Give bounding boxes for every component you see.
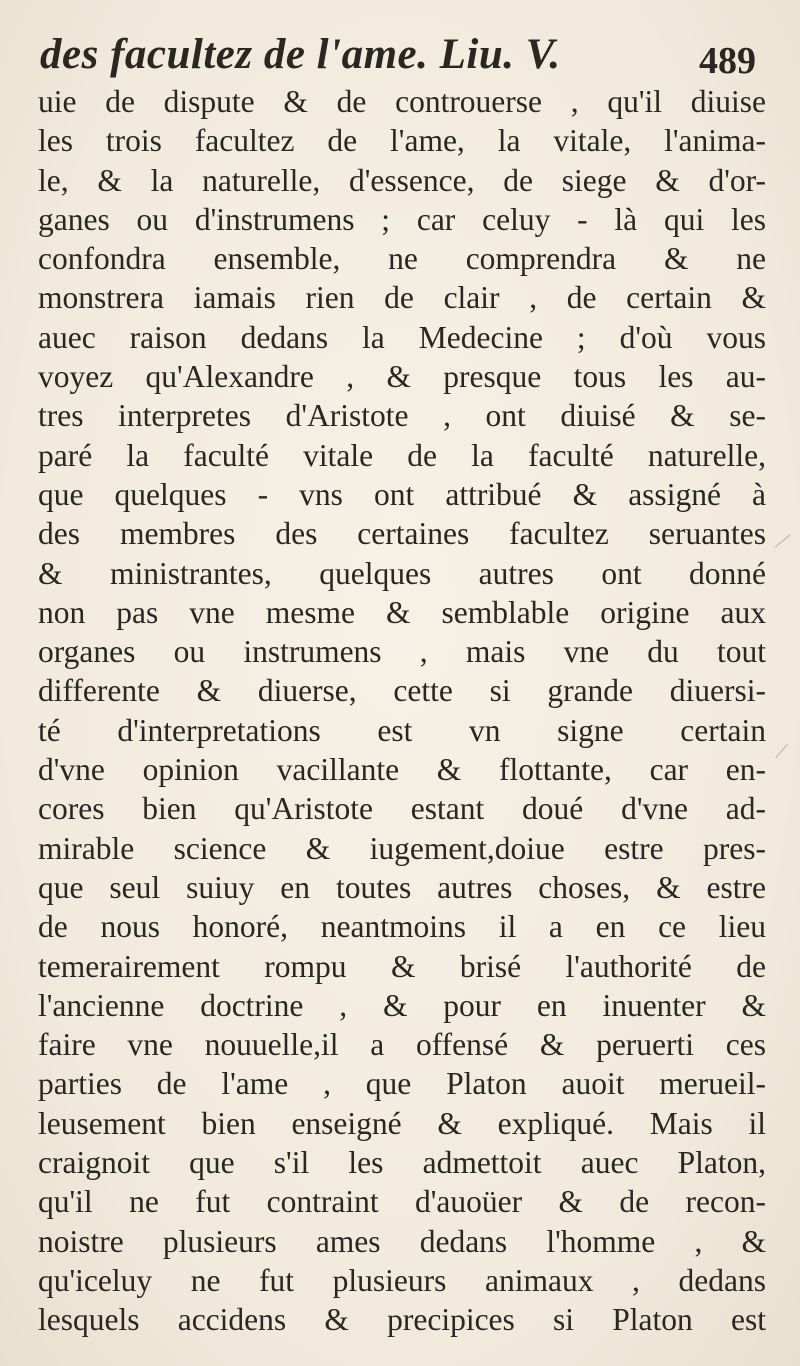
text-line: ganes ou d'instrumens ; car celuy - là qui les [38,201,766,237]
text-line: té d'interpretations est vn signe certain [38,712,766,748]
text-line: & ministrantes, quelques autres ont donné [38,555,766,591]
text-line: des membres des certaines facultez seruantes [38,516,766,552]
margin-mark [775,534,794,551]
text-line: faire vne nouuelle,il a offensé & peruerti ces [38,1027,766,1063]
text-line: non pas vne mesme & semblable origine aux [38,594,766,630]
text-line: que seul suiuy en toutes autres choses, & estre [38,869,766,905]
text-line: auec raison dedans la Medecine ; d'où vous [38,319,766,355]
text-line: noistre plusieurs ames dedans l'homme , & [38,1223,766,1259]
text-line: qu'iceluy ne fut plusieurs animaux , dedans [38,1262,766,1298]
text-line: mirable science & iugement,doiue estre pres- [38,830,766,866]
text-line: temerairement rompu & brisé l'authorité de [38,948,766,984]
text-line: differente & diuerse, cette si grande diuersi- [38,673,766,709]
text-line: d'vne opinion vacillante & flottante, car en- [38,752,766,788]
margin-mark [775,744,790,761]
text-line: paré la faculté vitale de la faculté naturelle, [38,437,766,473]
text-line: craignoit que s'il les admettoit auec Platon, [38,1145,766,1181]
text-line: tres interpretes d'Aristote , ont diuisé & se- [38,398,766,434]
running-title: des facultez de l'ame. Liu. V. [40,31,561,78]
text-line: voyez qu'Alexandre , & presque tous les au- [38,359,766,395]
text-line: que quelques - vns ont attribué & assigné à [38,476,766,512]
text-line: uie de dispute & de controuerse , qu'il diuise [38,84,766,119]
text-line: lesquels accidens & precipices si Platon est [38,1302,766,1338]
text-line: de nous honoré, neantmoins il a en ce lieu [38,909,766,945]
body-text [38,82,766,1340]
page-header [40,22,760,82]
text-line: qu'il ne fut contraint d'auoüer & de recon- [38,1184,766,1220]
text-line: confondra ensemble, ne comprendra & ne [38,241,766,277]
text-line: l'ancienne doctrine , & pour en inuenter & [38,987,766,1023]
text-line: monstrera iamais rien de clair , de certain & [38,280,766,316]
text-line: le, & la naturelle, d'essence, de siege & d'or- [38,162,766,198]
text-line: leusement bien enseigné & expliqué. Mais il [38,1105,766,1141]
text-line: parties de l'ame , que Platon auoit merueil- [38,1066,766,1102]
text-line: cores bien qu'Aristote estant doué d'vne ad- [38,791,766,827]
text-line: les trois facultez de l'ame, la vitale, l'anima- [38,123,766,159]
page-number: 489 [699,40,756,82]
text-line: organes ou instrumens , mais vne du tout [38,634,766,670]
